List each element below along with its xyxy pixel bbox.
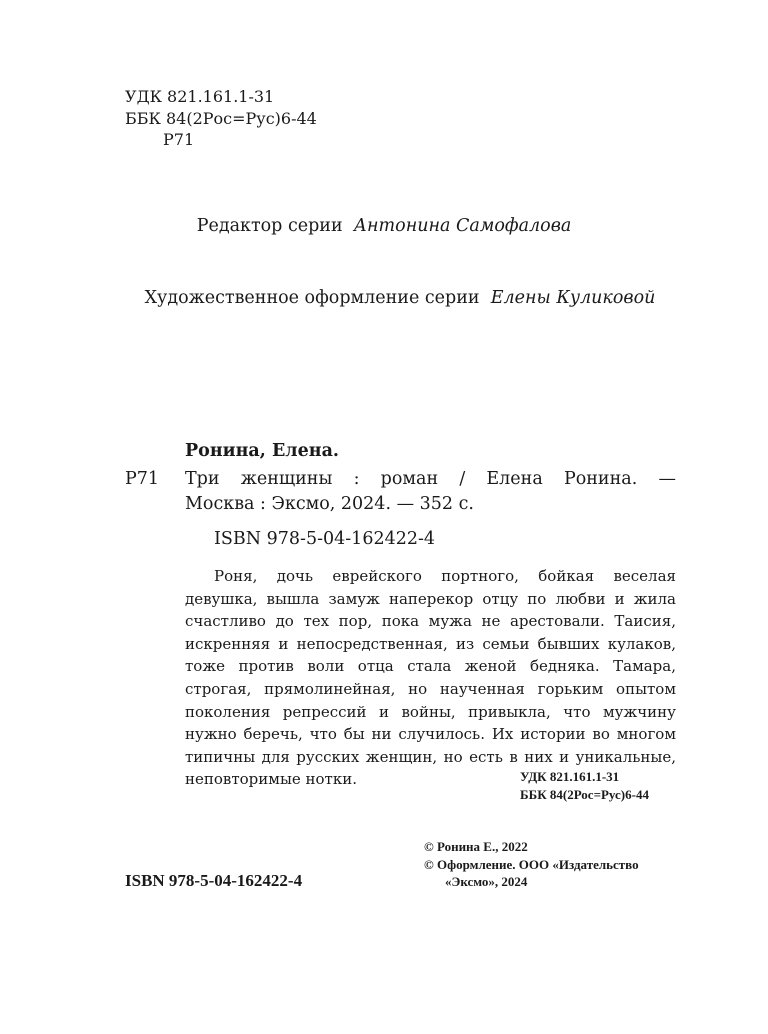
design-name: Елены Куликовой xyxy=(490,288,656,308)
title-word: : xyxy=(353,469,360,489)
series-editor-credit xyxy=(0,216,768,236)
record-isbn: ISBN 978-5-04-162422-4 xyxy=(214,529,436,549)
annotation-text: Роня, дочь еврейского портного, бойкая веселая девушка, вышла замуж наперекор отцу по любви и жила счастливо до тех пор, пока мужа не арестовали. Таисия, искренняя и непосредственная, из семьи бывших кулаков, тоже против воли отца стала женой бедняка. Тамара, строгая, прямолинейная, но наученная горьким опытом поколения репрессий и войны, привыкла, что мужчину нужно беречь, что бы ни случилось. Их истории во многом типичны для русских женщин, но есть в них и уникальные, неповторимые нотки. xyxy=(185,567,676,789)
catalog-block-top xyxy=(125,86,317,151)
copyright-design: © Оформление. ООО «Издательство xyxy=(424,856,639,872)
editor-name: Антонина Самофалова xyxy=(353,216,572,236)
series-design-credit xyxy=(0,288,768,308)
record-publication: Москва : Эксмо, 2024. — 352 с. xyxy=(185,494,474,514)
copyright-block xyxy=(424,838,639,891)
catalog-block-bottom xyxy=(520,768,649,803)
udk-code-bottom: УДК 821.161.1-31 xyxy=(520,769,620,784)
title-word: Три xyxy=(185,469,220,489)
udk-code: УДК 821.161.1-31 xyxy=(125,87,275,106)
record-author: Ронина, Елена. xyxy=(185,441,340,461)
copyright-design-cont: «Эксмо», 2024 xyxy=(445,874,528,889)
title-word: / xyxy=(459,469,466,489)
author-mark: Р71 xyxy=(163,130,195,149)
isbn-bottom: ISBN 978-5-04-162422-4 xyxy=(125,871,303,890)
copyright-author: © Ронина Е., 2022 xyxy=(424,839,528,854)
design-label: Художественное оформление серии xyxy=(144,288,480,308)
title-word: Ронина. xyxy=(563,469,638,489)
title-word: роман xyxy=(380,469,439,489)
record-author-mark: Р71 xyxy=(125,469,160,489)
bbk-code: ББК 84(2Рос=Рус)6-44 xyxy=(125,108,317,128)
bbk-code-bottom: ББК 84(2Рос=Рус)6-44 xyxy=(520,786,649,802)
editor-label: Редактор серии xyxy=(196,216,343,236)
title-word: — xyxy=(658,469,676,489)
title-word: Елена xyxy=(486,469,543,489)
title-word: женщины xyxy=(240,469,333,489)
record-title-line xyxy=(185,469,676,489)
